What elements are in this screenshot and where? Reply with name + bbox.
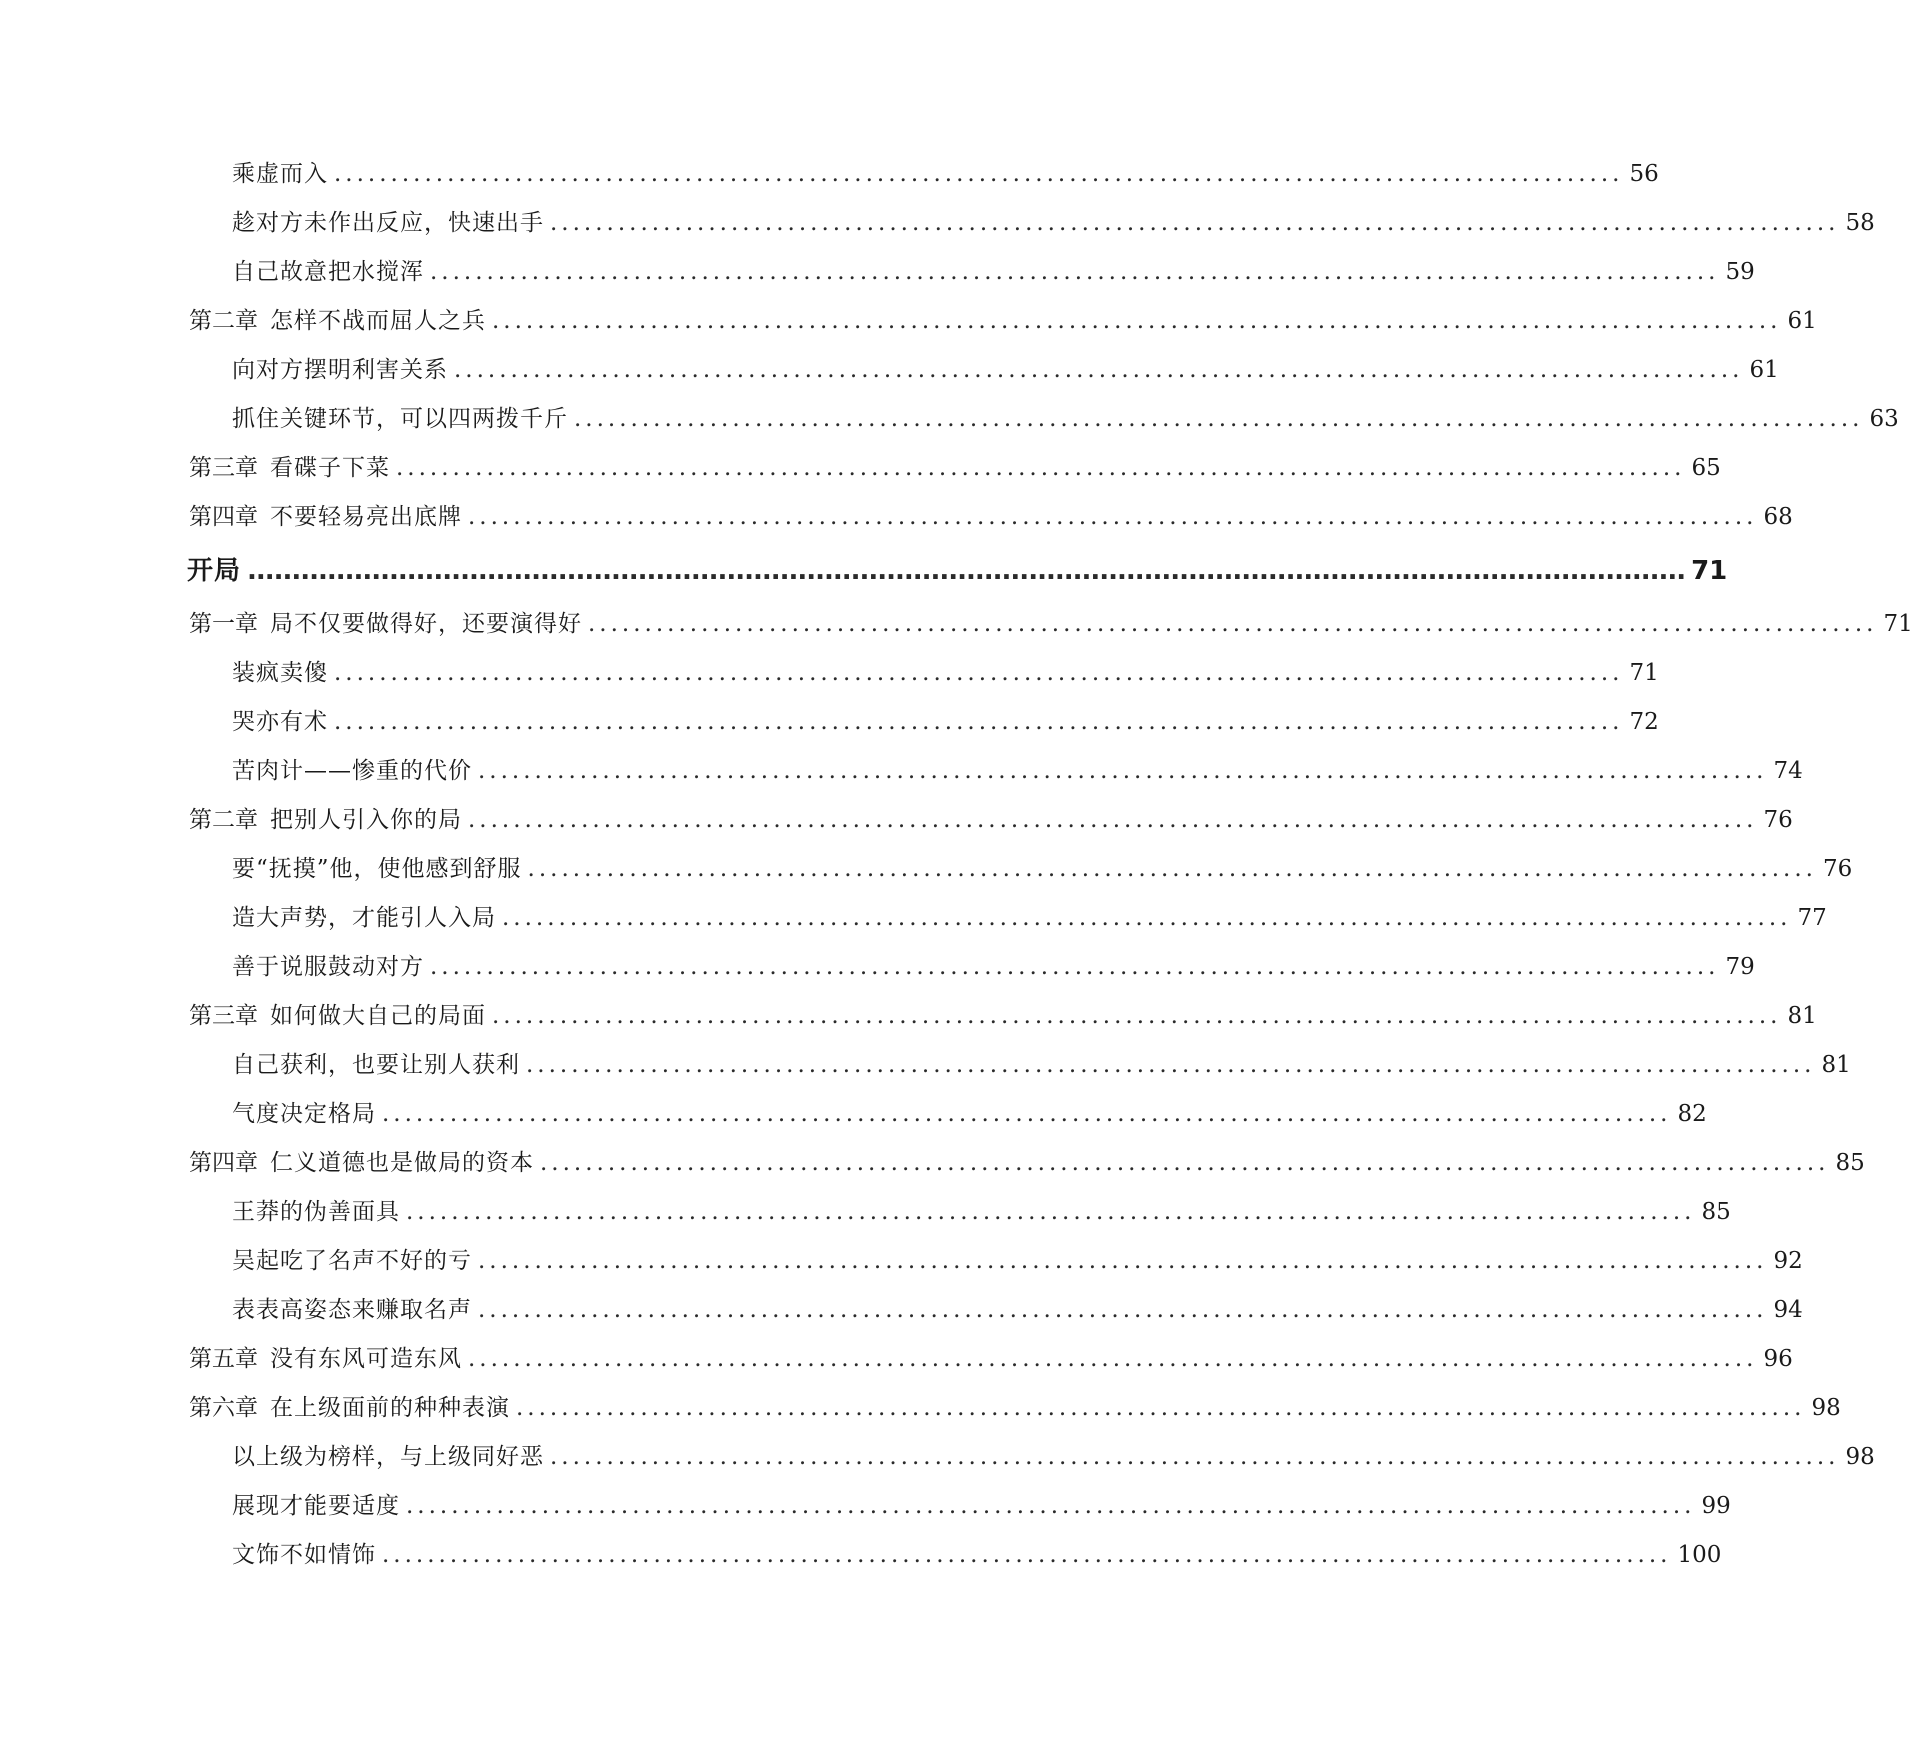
toc-entry-section[interactable] [0,649,1659,698]
dot-leader: .................................................................................................................. [334,660,1624,686]
dot-leader: .................................................................................................................. [478,758,1768,784]
dot-leader: .................................................................................................................. [334,709,1624,735]
chapter-number: 第三章 [189,455,258,481]
entry-page-number: 71 [1691,556,1728,586]
dot-leader: .................................................................................................................. [334,161,1624,187]
entry-title: 乘虚而入 [232,161,328,187]
chapter-number: 第六章 [189,1395,258,1421]
dot-leader: .................................................................................................................. [478,1297,1768,1323]
toc-entry-section[interactable] [0,1237,1803,1286]
entry-page-number: 98 [1811,1395,1841,1421]
toc-entry-chapter[interactable] [0,444,1721,493]
entry-title: 气度决定格局 [232,1101,376,1127]
part-title: 开局 [187,556,242,586]
entry-page-number: 76 [1763,807,1793,833]
toc-entry-section[interactable] [0,1531,1722,1580]
entry-title: 怎样不战而屈人之兵 [270,308,486,334]
dot-leader: .................................................................................................................. [492,1003,1782,1029]
dot-leader: .................................................................................................................. [430,259,1720,285]
entry-page-number: 74 [1773,758,1803,784]
entry-title: 如何做大自己的局面 [270,1003,486,1029]
entry-title: 装疯卖傻 [232,660,328,686]
entry-title: 要“抚摸”他，使他感到舒服 [232,856,522,882]
toc-entry-chapter[interactable] [0,796,1793,845]
entry-page-number: 77 [1797,905,1827,931]
entry-title: 在上级面前的种种表演 [270,1395,510,1421]
entry-page-number: 92 [1773,1248,1803,1274]
entry-title: 苦肉计——惨重的代价 [232,758,472,784]
toc-entry-section[interactable] [0,845,1853,894]
chapter-number: 第二章 [189,308,258,334]
entry-title: 向对方摆明利害关系 [232,357,448,383]
toc-entry-chapter[interactable] [0,493,1793,542]
dot-leader: .................................................................................................................. [430,954,1720,980]
entry-page-number: 81 [1787,1003,1817,1029]
chapter-number: 第一章 [189,611,258,637]
chapter-number: 第三章 [189,1003,258,1029]
toc-entry-section[interactable] [0,1188,1731,1237]
entry-title: 善于说服鼓动对方 [232,954,424,980]
entry-title: 没有东风可造东风 [270,1346,462,1372]
dot-leader: .................................................................................................................. [454,357,1744,383]
entry-title: 看碟子下菜 [270,455,390,481]
entry-page-number: 68 [1763,504,1793,530]
entry-page-number: 76 [1823,856,1853,882]
entry-title: 仁义道德也是做局的资本 [270,1150,534,1176]
entry-page-number: 85 [1835,1150,1865,1176]
entry-page-number: 100 [1677,1542,1722,1568]
entry-page-number: 82 [1677,1101,1707,1127]
entry-page-number: 71 [1629,660,1659,686]
entry-title: 局不仅要做得好，还要演得好 [270,611,582,637]
entry-page-number: 56 [1629,161,1659,187]
chapter-number: 第二章 [189,807,258,833]
entry-page-number: 72 [1629,709,1659,735]
toc-entry-section[interactable] [0,1482,1731,1531]
entry-title: 造大声势，才能引人入局 [232,905,496,931]
toc-entry-section[interactable] [0,894,1827,943]
entry-title: 自己获利，也要让别人获利 [232,1052,520,1078]
entry-title: 抓住关键环节，可以四两拨千斤 [232,406,568,432]
dot-leader: .................................................................................................................. [588,611,1878,637]
toc-entry-section[interactable] [0,943,1755,992]
toc-entry-chapter[interactable] [0,1335,1793,1384]
entry-page-number: 98 [1845,1444,1875,1470]
entry-page-number: 85 [1701,1199,1731,1225]
entry-title: 趁对方未作出反应，快速出手 [232,210,544,236]
table-of-contents [0,150,1913,1580]
chapter-number: 第四章 [189,1150,258,1176]
dot-leader: .................................................................................................................. [406,1493,1696,1519]
entry-title: 文饰不如情饰 [232,1542,376,1568]
toc-entry-chapter[interactable] [0,992,1817,1041]
toc-entry-section[interactable] [0,1433,1875,1482]
dot-leader: .................................................................................................................. [502,905,1792,931]
entry-title: 哭亦有术 [232,709,328,735]
entry-page-number: 61 [1787,308,1817,334]
toc-entry-chapter[interactable] [0,1384,1841,1433]
dot-leader: .................................................................................................................. [550,1444,1840,1470]
toc-entry-section[interactable] [0,346,1779,395]
entry-title: 展现才能要适度 [232,1493,400,1519]
entry-page-number: 61 [1749,357,1779,383]
chapter-number: 第四章 [189,504,258,530]
dot-leader: .................................................................................................................. [406,1199,1696,1225]
entry-page-number: 63 [1869,406,1899,432]
dot-leader: .................................................................................................................. [382,1101,1672,1127]
toc-entry-section[interactable] [0,747,1803,796]
dot-leader: .................................................................................................................. [396,455,1686,481]
dot-leader: .................................................................................................................. [468,1346,1758,1372]
chapter-number: 第五章 [189,1346,258,1372]
entry-title: 表表高姿态来赚取名声 [232,1297,472,1323]
dot-leader: .................................................................................................................. [478,1248,1768,1274]
dot-leader: .................................................................................................................. [527,856,1817,882]
toc-entry-chapter[interactable] [0,1139,1865,1188]
entry-page-number: 58 [1845,210,1875,236]
toc-entry-section[interactable] [0,698,1659,747]
entry-title: 王莽的伪善面具 [232,1199,400,1225]
toc-entry-section[interactable] [0,1090,1707,1139]
dot-leader: .................................................................................................................. [526,1052,1816,1078]
dot-leader: .................................................................................................................................................................. [247,556,1686,586]
entry-title: 不要轻易亮出底牌 [270,504,462,530]
dot-leader: .................................................................................................................. [382,1542,1672,1568]
toc-entry-part[interactable] [0,542,1728,600]
dot-leader: .................................................................................................................. [550,210,1840,236]
dot-leader: .................................................................................................................. [468,807,1758,833]
entry-title: 自己故意把水搅浑 [232,259,424,285]
toc-entry-section[interactable] [0,1286,1803,1335]
dot-leader: .................................................................................................................. [468,504,1758,530]
entry-title: 以上级为榜样，与上级同好恶 [232,1444,544,1470]
toc-entry-section[interactable] [0,1041,1851,1090]
entry-title: 把别人引入你的局 [270,807,462,833]
entry-page-number: 71 [1883,611,1913,637]
dot-leader: .................................................................................................................. [516,1395,1806,1421]
toc-entry-chapter[interactable] [0,297,1817,346]
dot-leader: .................................................................................................................. [492,308,1782,334]
entry-page-number: 99 [1701,1493,1731,1519]
entry-page-number: 81 [1821,1052,1851,1078]
entry-page-number: 96 [1763,1346,1793,1372]
entry-page-number: 65 [1691,455,1721,481]
toc-entry-section[interactable] [0,150,1659,199]
entry-page-number: 79 [1725,954,1755,980]
entry-page-number: 59 [1725,259,1755,285]
toc-entry-section[interactable] [0,199,1875,248]
entry-title: 吴起吃了名声不好的亏 [232,1248,472,1274]
dot-leader: .................................................................................................................. [540,1150,1830,1176]
dot-leader: .................................................................................................................. [574,406,1864,432]
toc-entry-section[interactable] [0,248,1755,297]
entry-page-number: 94 [1773,1297,1803,1323]
toc-entry-chapter[interactable] [0,600,1913,649]
toc-entry-section[interactable] [0,395,1899,444]
